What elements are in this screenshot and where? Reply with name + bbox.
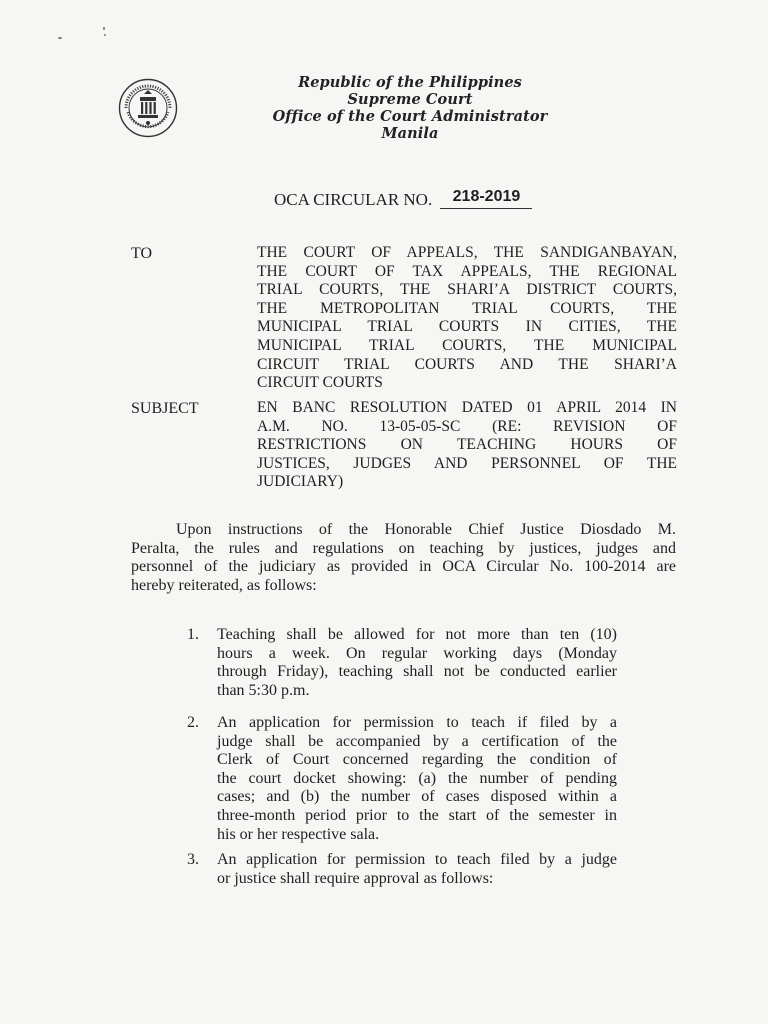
to-label: TO — [131, 245, 153, 262]
body-paragraph — [131, 521, 676, 595]
to-line: CIRCUIT TRIAL COURTS AND THE SHARI’A — [257, 355, 677, 373]
to-addressees — [257, 244, 677, 393]
subject-line: JUDICIARY) — [257, 473, 344, 491]
list-item-line: than 5:30 p.m. — [217, 681, 310, 699]
list-item-number: 1. — [187, 626, 199, 643]
oca-seal-icon — [118, 78, 178, 138]
list-item-line: the court docket showing: (a) the number of pending — [217, 769, 617, 787]
list-item-number: 3. — [187, 851, 199, 868]
list-item-number: 2. — [187, 714, 199, 731]
list-item-line: Teaching shall be allowed for not more than ten (10) — [217, 626, 617, 643]
subject-line: A.M. NO. 13-05-05-SC (RE: REVISION OF — [257, 417, 677, 435]
letterhead — [255, 74, 565, 142]
list-item-line: cases; and (b) the number of cases disposed within a — [217, 788, 617, 806]
scan-speck — [104, 34, 106, 36]
list-item-text — [217, 851, 617, 888]
list-item-line: hours a week. On regular working days (Monday — [217, 644, 617, 662]
list-item-line: judge shall be accompanied by a certification of the — [217, 732, 617, 750]
list-item-text — [217, 714, 617, 844]
list-item-line: or justice shall require approval as follows: — [217, 869, 494, 887]
subject-line: EN BANC RESOLUTION DATED 01 APRIL 2014 IN — [257, 399, 677, 416]
body-line: personnel of the judiciary as provided in OCA Circular No. 100-2014 are — [131, 558, 676, 576]
list-item-text — [217, 626, 617, 700]
list-item-line: Clerk of Court concerned regarding the condition of — [217, 751, 617, 769]
to-line: MUNICIPAL TRIAL COURTS IN CITIES, THE — [257, 318, 677, 336]
subject-line: RESTRICTIONS ON TEACHING HOURS OF — [257, 436, 677, 454]
header-city: Manila — [381, 125, 439, 142]
header-office: Office of the Court Administrator — [272, 108, 548, 125]
scan-speck — [103, 27, 105, 30]
body-line: hereby reiterated, as follows: — [131, 576, 317, 594]
to-line: THE COURT OF APPEALS, THE SANDIGANBAYAN, — [257, 244, 677, 261]
subject-text — [257, 399, 677, 492]
to-line: THE COURT OF TAX APPEALS, THE REGIONAL — [257, 262, 677, 280]
to-line: CIRCUIT COURTS — [257, 374, 383, 392]
circular-label: OCA CIRCULAR NO. — [274, 190, 433, 209]
to-line: MUNICIPAL TRIAL COURTS, THE MUNICIPAL — [257, 336, 677, 354]
body-line: Peralta, the rules and regulations on teaching by justices, judges and — [131, 539, 676, 557]
body-line: Upon instructions of the Honorable Chief Justice Diosdado M. — [176, 521, 676, 538]
header-republic: Republic of the Philippines — [298, 74, 522, 91]
scan-speck — [58, 37, 62, 39]
circular-number: 218-2019 — [440, 188, 532, 209]
list-item-line: through Friday), teaching shall not be conducted earlier — [217, 663, 617, 681]
list-item-line: three-month period prior to the start of the semester in — [217, 806, 617, 824]
to-line: THE METROPOLITAN TRIAL COURTS, THE — [257, 299, 677, 317]
list-item-line: An application for permission to teach if filed by a — [217, 714, 617, 731]
to-line: TRIAL COURTS, THE SHARI’A DISTRICT COURTS, — [257, 281, 677, 299]
list-item-line: An application for permission to teach filed by a judge — [217, 851, 617, 868]
circular-number-line — [274, 190, 532, 213]
list-item-line: his or her respective sala. — [217, 825, 380, 843]
header-court: Supreme Court — [347, 91, 473, 108]
subject-line: JUSTICES, JUDGES AND PERSONNEL OF THE — [257, 454, 677, 472]
subject-label: SUBJECT — [131, 400, 199, 417]
